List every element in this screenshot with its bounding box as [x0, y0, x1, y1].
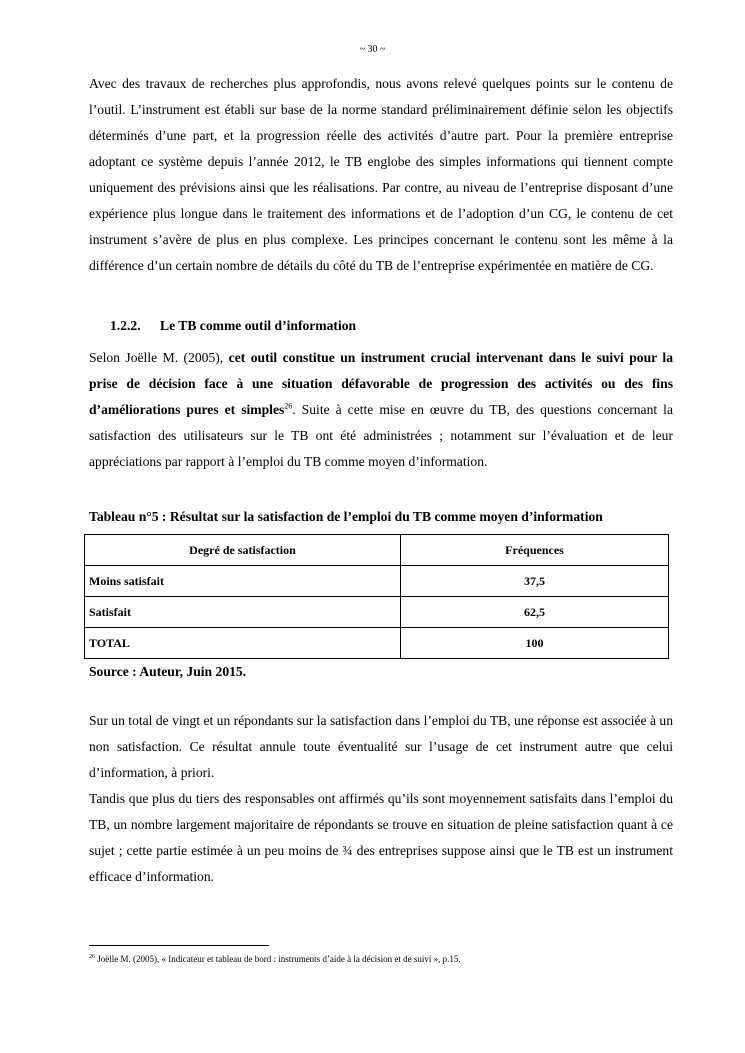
table-row	[85, 566, 669, 597]
body-paragraph: Sur un total de vingt et un répondants sur la satisfaction dans l’emploi du TB, une réponse est associée à un non satisfaction. Ce résultat annule toute éventualité sur l’usage de cet instrument autre que celui d’information, à priori.	[89, 713, 673, 780]
footnote-text: Joëlle M. (2005), « Indicateur et tableau de bord : instruments d’aide à la décision et de suivi », p.15.	[95, 954, 461, 964]
footnote-reference: 26	[284, 401, 293, 411]
table-cell-value: 62,5	[401, 597, 669, 628]
section-number: 1.2.2.	[110, 318, 141, 333]
emphasized-quote: cet outil constitue un instrument crucial intervenant dans le suivi pour la prise de décision face à une situation défavorable de progression des activités ou des fins d’améliorations pures et simples	[89, 350, 673, 417]
satisfaction-table	[84, 534, 669, 659]
body-paragraph-with-citation	[89, 345, 673, 475]
paragraph-continuation: . Suite à cette mise en œuvre du TB, des questions concernant la satisfaction des utilisateurs sur le TB ont été administrées ; notamment sur l’évaluation et de leur appréciations par rapport à l’emploi du TB comme moyen d’information.	[89, 402, 673, 469]
body-paragraph: Tandis que plus du tiers des responsables ont affirmés qu’ils sont moyennement satisfaits dans l’emploi du TB, un nombre largement majoritaire de répondants se trouve en situation de pleine satisfaction quant à ce sujet ; cette partie estimée à un peu moins de ¾ des entreprises suppose ainsi que le TB est un instrument efficace d’information.	[89, 791, 673, 884]
table-cell-value: 37,5	[401, 566, 669, 597]
footnote-divider	[89, 945, 269, 946]
section-title: Le TB comme outil d’information	[160, 318, 357, 333]
table-total-row	[85, 628, 669, 659]
table-cell-label: Moins satisfait	[85, 566, 401, 597]
table-source: Source : Auteur, Juin 2015.	[89, 664, 247, 679]
table-cell-value: 100	[401, 628, 669, 659]
footnote	[89, 951, 461, 965]
table-header-row	[85, 535, 669, 566]
table-cell-label: Satisfait	[85, 597, 401, 628]
table-header-cell: Degré de satisfaction	[85, 535, 401, 566]
citation-intro: Selon Joëlle M. (2005),	[89, 350, 229, 365]
table-row	[85, 597, 669, 628]
page-number: ~ 30 ~	[359, 44, 386, 55]
table-cell-label: TOTAL	[85, 628, 401, 659]
table-caption: Tableau n°5 : Résultat sur la satisfaction de l’emploi du TB comme moyen d’information	[89, 509, 603, 524]
section-heading	[110, 313, 356, 339]
table-header-cell: Fréquences	[401, 535, 669, 566]
footnote-number: 26	[89, 954, 95, 960]
body-paragraph: Avec des travaux de recherches plus approfondis, nous avons relevé quelques points sur le contenu de l’outil. L’instrument est établi sur base de la norme standard préliminairement définie selon les objectifs déterminés d’une part, et la progression réelle des activités d’autre part. Pour la première entreprise adoptant ce système depuis l’année 2012, le TB englobe des simples informations qui tiennent compte uniquement des prévisions ainsi que les réalisations. Par contre, au niveau de l’entreprise disposant d’une expérience plus longue dans le traitement des informations et de l’adoption d’un CG, le contenu de cet instrument s’avère de plus en plus complexe. Les principes concernant le contenu sont les même à la différence d’un certain nombre de détails du côté du TB de l’entreprise expérimentée en matière de CG.	[89, 76, 673, 273]
